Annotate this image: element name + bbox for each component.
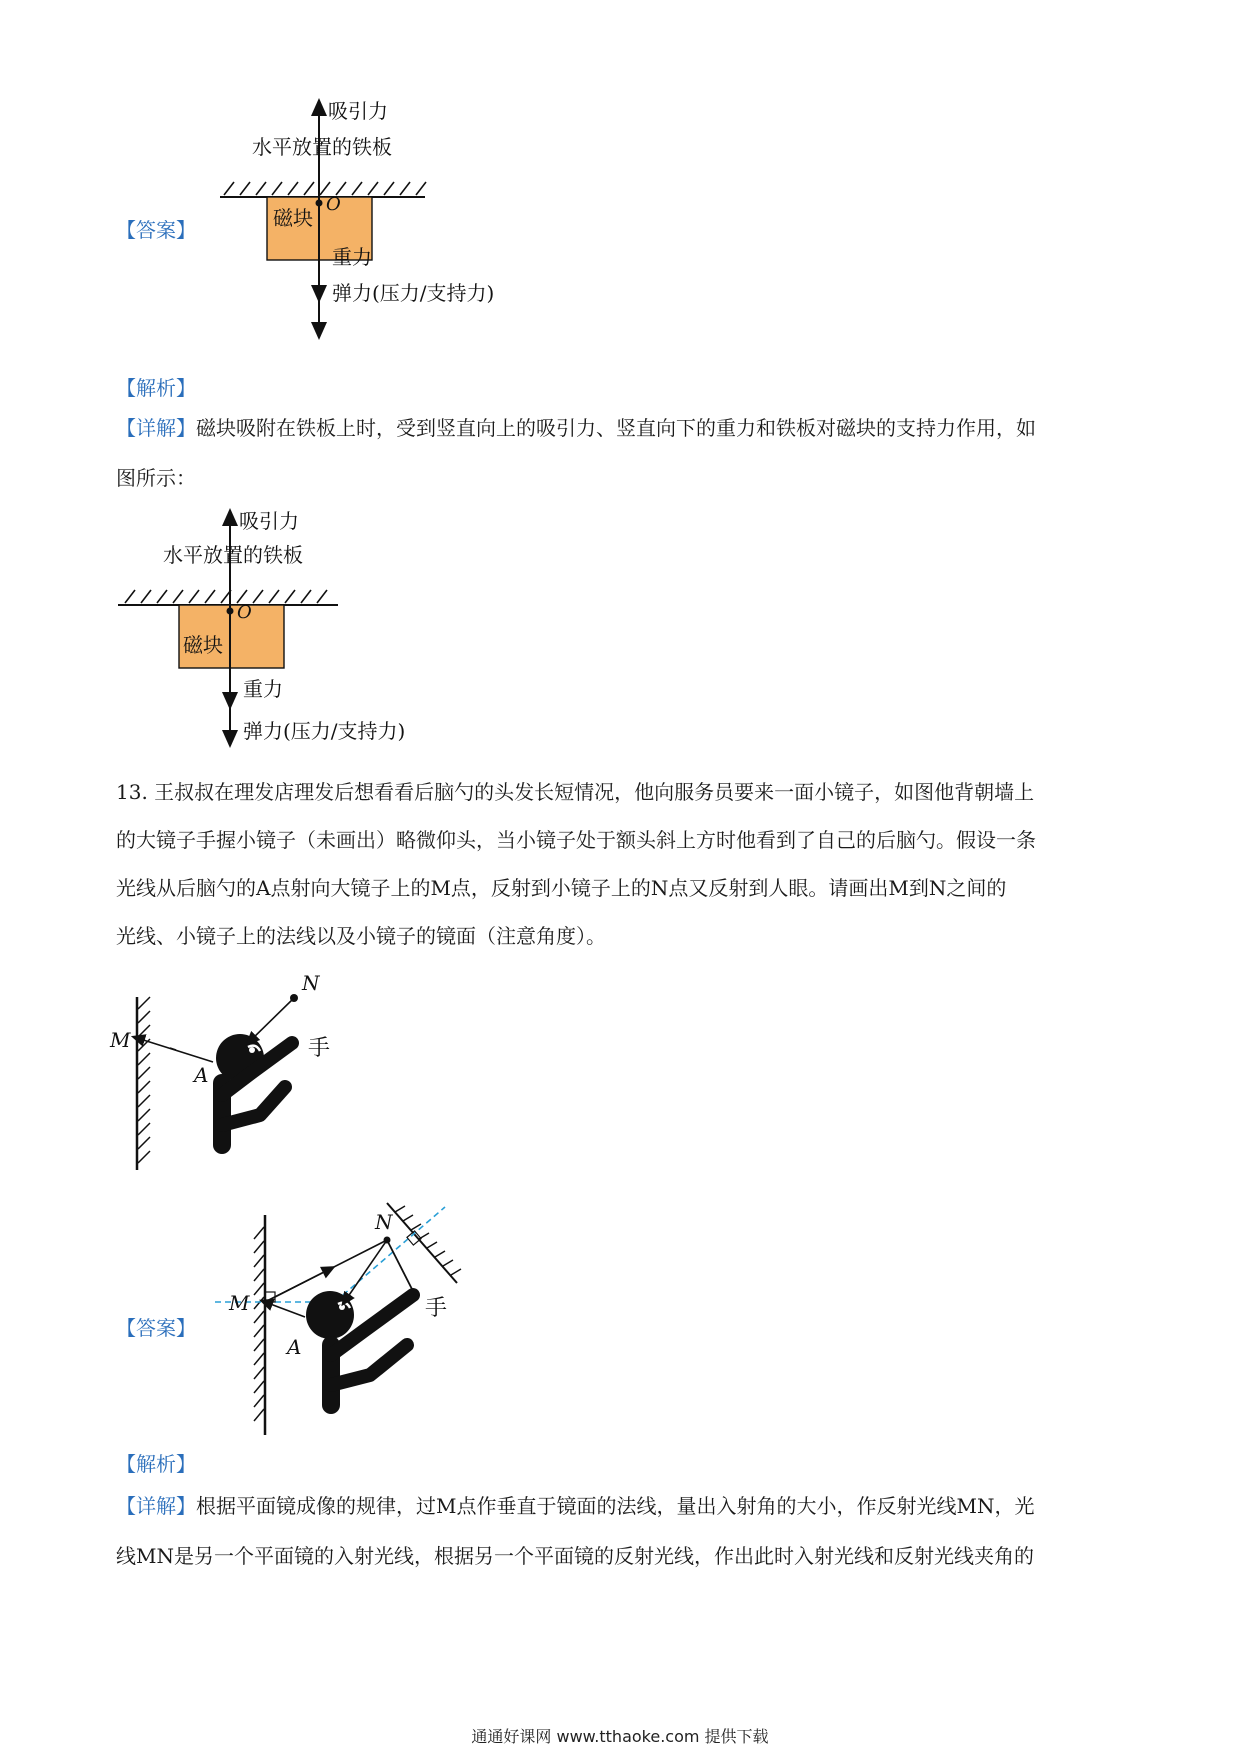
footer: 通通好课网 www.tthaoke.com 提供下载 [471, 1727, 769, 1746]
label-plate: 水平放置的铁板 [252, 135, 392, 159]
q13-line-3: 光线从后脑勺的A点射向大镜子上的M点，反射到小镜子上的N点又反射到人眼。请画出M到N之间的 [116, 876, 1007, 900]
label-hand: 手 [425, 1296, 448, 1321]
analysis-tag-2: 【解析】 [116, 1452, 196, 1476]
label-n: N [302, 971, 320, 995]
wall-hatching [138, 997, 150, 1163]
detail-2-line-2: 线MN是另一个平面镜的入射光线，根据另一个平面镜的反射光线，作出此时入射光线和反射光线夹角的 [116, 1544, 1034, 1568]
label-elastic: 弹力(压力/支持力) [243, 719, 406, 743]
label-block: 磁块 [273, 206, 313, 230]
mirror-diagram-question [110, 971, 410, 1175]
label-hand: 手 [308, 1036, 331, 1061]
small-mirror-hatching [395, 1206, 461, 1275]
wall-hatching [254, 1227, 264, 1421]
label-point-o: O [237, 602, 252, 623]
label-m: M [110, 1028, 131, 1052]
detail-2-text: 根据平面镜成像的规律，过M点作垂直于镜面的法线，量出入射角的大小，作反射光线MN，光 [196, 1494, 1035, 1518]
small-mirror [387, 1203, 457, 1283]
label-point-o: O [326, 194, 341, 215]
label-attraction: 吸引力 [239, 509, 299, 533]
point-o [316, 200, 323, 207]
label-gravity: 重力 [332, 245, 372, 269]
detail-1-text: 磁块吸附在铁板上时，受到竖直向上的吸引力、竖直向下的重力和铁板对磁块的支持力作用，如 [196, 416, 1036, 440]
point-n [384, 1237, 391, 1244]
plate-hatching [224, 182, 426, 195]
detail-tag-2: 【详解】 [116, 1494, 196, 1518]
label-elastic: 弹力(压力/支持力) [332, 281, 495, 305]
force-diagram-explanation [113, 509, 433, 757]
detail-1-line-1 [116, 418, 1036, 438]
label-m: M [229, 1291, 250, 1315]
answer-tag-2: 【答案】 [116, 1316, 196, 1340]
q13-line-1: 13. 王叔叔在理发店理发后想看看后脑勺的头发长短情况，他向服务员要来一面小镜子，如图他背朝墙上 [116, 780, 1035, 804]
label-a: A [287, 1335, 302, 1359]
label-a: A [194, 1063, 209, 1087]
mirror-diagram-answer [229, 1195, 515, 1440]
answer-tag-1: 【答案】 [116, 218, 196, 242]
detail-tag-1: 【详解】 [116, 416, 196, 440]
q13-line-4: 光线、小镜子上的法线以及小镜子的镜面（注意角度）。 [116, 924, 606, 948]
label-block: 磁块 [183, 633, 223, 657]
label-n: N [375, 1210, 393, 1234]
label-attraction: 吸引力 [328, 99, 388, 123]
label-plate: 水平放置的铁板 [163, 543, 303, 567]
detail-2-line-1 [116, 1496, 1034, 1516]
force-diagram-answer [210, 100, 530, 345]
detail-1-line-2: 图所示： [116, 466, 196, 490]
point-o [227, 608, 234, 615]
label-gravity: 重力 [243, 677, 283, 701]
q13-line-2: 的大镜子手握小镜子（未画出）略微仰头，当小镜子处于额头斜上方时他看到了自己的后脑勺。假设一条 [116, 828, 1036, 852]
analysis-tag-1: 【解析】 [116, 376, 196, 400]
plate-hatching [125, 590, 327, 603]
